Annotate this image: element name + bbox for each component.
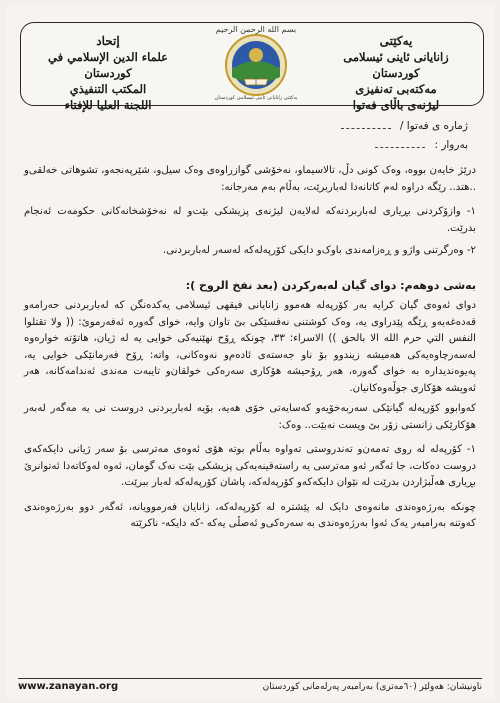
org-name-ar: علماء الدين الإسلامي في كوردستان — [47, 50, 168, 80]
date-line — [375, 139, 468, 151]
letterhead — [20, 22, 484, 112]
org-name-ku: زانایانی ئاینی ئیسلامی کوردستان — [343, 50, 449, 80]
condition-2: ٢- وەرگرتنی واژو و ڕەزامەندی باوک‌و دایکی کۆرپەلەکە لەسەر لەباربردنی. — [162, 245, 476, 256]
paragraph-intro: درێژ خایەن بووە، وەک کونی دڵ، تالاسیماو، نەخۆشی گوازراوەی وەک سیل‌و، شێرپەنجەو، تشوهاتی خەلقی‌و ..هتد.. رێگە دراوە لەم کاتانەدا لەباربرێت، بەڵام بەم مەرجانە: — [24, 165, 476, 193]
condition-1: ١- وازۆکردنی بڕیاری لەباربردنەکە لەلایەن لیژنەی پزیشکی بێت‌و لە نەخۆشخانەکانی حکومەت ئەنجام بدرێت. — [24, 206, 476, 234]
union-label-ku: یەکێتی — [379, 34, 413, 48]
date-label: بەروار : — [434, 139, 468, 151]
fatwa-number-blank — [341, 128, 391, 129]
footer-address: ناونیشان: هەولێر (٦٠مەتری) بەرامبەر پەرلەمانی کوردستان — [262, 682, 482, 692]
exception-1: ١- کۆرپەلە لە روی تەمەن‌و تەندروستی تەواوە بەڵام بوتە هۆی ئەوەی مەترسی بۆ سەر ژیانی دایکەکەی دروست دەکات، جا ئەگەر ئەو مەترسی یە راستەقینەیەکی پزیشکی بێت نەک گومان، ئەوە لەوکاتەدا ئەتوانرێ بڕیاری هەڵبژاردن بدرێت لە نێوان دایکەکەو کۆرپەلەکە، پاشان کۆرپەلەکە لەبار ببرێت. — [24, 444, 476, 488]
page-footer — [18, 678, 482, 697]
bismillah: بسم الله الرحمن الرحيم — [215, 25, 297, 34]
office-ar: المكتب التنفيذي — [69, 82, 147, 96]
paragraph-after-ensoulment: دوای ئەوەی گیان کرایە بەر کۆرپەلە هەموو زانایانی فیقهی ئیسلامی یەکدەنگن کە لەباربردنی حەرامەو قەدەغەیەو ڕێگە پێدراوی یە، وەک کوشتنی نەفسێکی بێ تاوان وایە، خوای گەورە ئەفەرموێ: (( ولا تقتلوا النفس التي حرم الله الا بالحق )) الاسراء: ٣٣، چونکە ڕۆح نهێنیەکی خوایی یە لە ژیان، هاتۆتە خوارەوە لەسەرچاوەیەکی هەمیشە زیندوو بۆ ناو جەستەی ئادەم‌و نەوەکانی، واتە: ڕۆح فەرمانێکی خوایی یە، پەیوەندیدارە بە خوای گەورە، هەر ڕۆحیشە هۆکاری سەرەکی خولقان‌و تایبەت مەندی ئەندامەکانە، هەر ئەویشە هۆکاری جوڵەوەکانیان. — [24, 300, 476, 394]
fatwa-body — [24, 163, 476, 533]
fatwa-number-label: ژمارە ی فەتوا / — [399, 120, 468, 132]
union-label-ar: إتحاد — [96, 34, 120, 48]
office-ku: مەکتەبی تەنفیزی — [355, 82, 437, 96]
committee-ku: لیژنەی باڵای فەتوا — [352, 98, 440, 112]
union-emblem-logo — [216, 25, 296, 101]
letterhead-kurdish — [321, 33, 471, 113]
paragraph-fetus-person: کەوابوو کۆرپەلە گیانێکی سەربەخۆیەو کەسایەتی خۆی هەیە، بۆیە لەباربردنی دروست نی یە مەگەر لەبەر هۆکارێکی زانستی زۆر بێ ویست نەبێت.. وەک: — [24, 403, 476, 431]
fatwa-number-line — [341, 120, 469, 132]
date-blank — [375, 147, 425, 148]
committee-ar: اللجنة العليا للإفتاء — [64, 98, 152, 112]
letterhead-arabic — [33, 33, 183, 113]
emblem-caption: یەکێتی زانایانی ئاینی ئیسلامی کوردستان — [214, 95, 298, 101]
paragraph-mother-priority: چونکە بەرژەوەندی مانەوەی دایک لە پێشترە لە کۆرپەلەکە، زانایان فەرموویانە، ئەگەر دوو بەرژەوەندی کەوتنە بەرامبەر یەک ئەوا بەرژەوەندی بە سەرەکی‌و ئەصڵی یەکە -کە دایکە- ناکرێتە — [24, 501, 476, 529]
footer-website: www.zanayan.org — [18, 681, 119, 692]
section-heading: بەشی دوهەم: دوای گیان لەبەرکردن (بعد نفخ الروح ): — [185, 278, 476, 292]
